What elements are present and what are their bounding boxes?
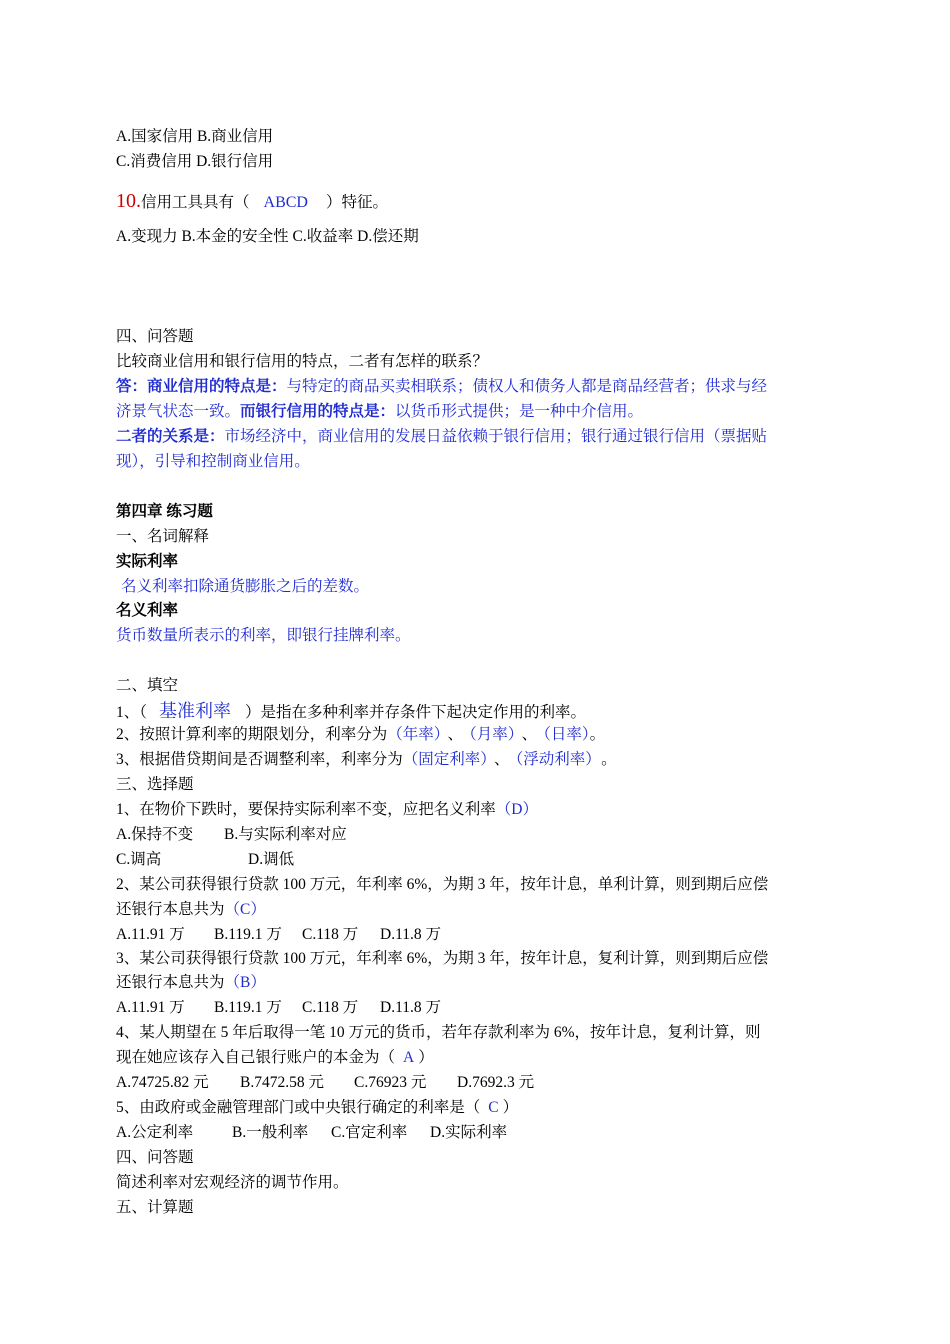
c5-option-b: B.一般利率 [232, 1124, 309, 1141]
c4-stem-line1: 4、某人期望在 5 年后取得一笔 10 万元的货币，若年存款利率为 6%，按年计息，复利计算，则 [116, 1024, 761, 1041]
fill3-sep: 、 [494, 751, 510, 768]
c4-answer: A [403, 1049, 415, 1066]
c3-option-c: C.118 万 [302, 999, 359, 1016]
c3-answer: （B） [224, 974, 266, 991]
ch4-choice-heading: 三、选择题 [116, 776, 194, 793]
ch4-qa-heading: 四、问答题 [116, 1149, 194, 1166]
ch4-qa-question: 简述利率对宏观经济的调节作用。 [116, 1174, 349, 1191]
c3-stem-line2 [116, 973, 266, 993]
c2-stem-line2-text: 还银行本息共为 [116, 901, 225, 918]
c4-stem-line2 [116, 1048, 434, 1068]
term-nominal-interest-rate-definition: 货币数量所表示的利率，即银行挂牌利率。 [116, 627, 411, 644]
fill2-prefix: 2、按照计算利率的期限划分，利率分为 [116, 726, 388, 743]
fill3-answer-floating: （浮动利率） [515, 751, 594, 768]
fill2-answer-year: （年率） [387, 726, 442, 743]
c2-option-a: A.11.91 万 [116, 926, 185, 943]
c5-stem-end: ） [502, 1099, 519, 1116]
fill1-answer: 基准利率 [159, 701, 232, 721]
fill2-end: 。 [589, 726, 606, 743]
ch3-qa-question: 比较商业信用和银行信用的特点，二者有怎样的联系？ [116, 353, 489, 370]
fill2-sep1: 、 [447, 726, 464, 743]
c4-option-d: D.7692.3 元 [457, 1074, 535, 1091]
c3-option-a: A.11.91 万 [116, 999, 185, 1016]
ch3-answer-line4: 现），引导和控制商业信用。 [116, 453, 310, 470]
q10-answer: ABCD [263, 194, 308, 211]
ch3-qa-heading: 四、问答题 [116, 328, 194, 345]
c1-option-c: C.调高 [116, 851, 162, 868]
c2-option-d: D.11.8 万 [380, 926, 441, 943]
c2-stem-line2 [116, 900, 266, 920]
c1-stem: 1、在物价下跌时，要保持实际利率不变，应把名义利率 [116, 801, 496, 818]
c3-option-d: D.11.8 万 [380, 999, 441, 1016]
c2-option-b: B.119.1 万 [214, 926, 282, 943]
fill3-answer-fixed: （固定利率） [402, 751, 489, 768]
c3-stem-line2-text: 还银行本息共为 [116, 974, 225, 991]
c4-stem-line2-text: 现在她应该存入自己银行账户的本金为（ [116, 1049, 396, 1066]
q10-stem [116, 188, 388, 216]
ch4-fill-heading: 二、填空 [116, 677, 179, 694]
c2-answer: （C） [224, 901, 266, 918]
ch3-answer-line2 [116, 402, 643, 422]
q9-options-line2: C.消费信用 D.银行信用 [116, 153, 274, 170]
answer-prefix: 答： [116, 378, 148, 395]
c5-answer: C [488, 1099, 499, 1116]
c4-option-c: C.76923 元 [354, 1074, 427, 1091]
c1-option-a: A.保持不变 [116, 826, 194, 843]
fill3-end: 。 [601, 751, 617, 768]
c4-option-b: B.7472.58 元 [240, 1074, 324, 1091]
c5-option-c: C.官定利率 [331, 1124, 408, 1141]
c3-option-b: B.119.1 万 [214, 999, 282, 1016]
q10-stem-before: 信用工具具有（ [141, 194, 250, 211]
c4-option-a: A.74725.82 元 [116, 1074, 209, 1091]
c4-stem-line2-end: ） [418, 1049, 434, 1066]
c1-option-d: D.调低 [248, 851, 295, 868]
ch4-title: 第四章 练习题 [116, 503, 213, 520]
c2-option-c: C.118 万 [302, 926, 359, 943]
q9-options-line1: A.国家信用 B.商业信用 [116, 128, 274, 145]
ch3-answer-line1 [116, 377, 767, 397]
text-commercial-credit-1: 与特定的商品买卖相联系；债权人和债务人都是商品经营者；供求与经 [286, 378, 768, 395]
label-commercial-credit: 商业信用的特点是： [147, 378, 287, 395]
fill2-answer-month: （月率） [469, 726, 516, 743]
fill2-sep2: 、 [521, 726, 538, 743]
c2-stem-line1: 2、某公司获得银行贷款 100 万元，年利率 6%，为期 3 年，按年计息，单利计算，则到期后应偿 [116, 876, 769, 893]
c5-option-d: D.实际利率 [430, 1124, 508, 1141]
ch4-terms-heading: 一、名词解释 [116, 528, 210, 545]
ch3-answer-line3 [116, 427, 767, 447]
fill-question-2 [116, 725, 605, 745]
q10-options: A.变现力 B.本金的安全性 C.收益率 D.偿还期 [116, 228, 419, 245]
c1-answer: （D） [495, 801, 538, 818]
fill-question-3 [116, 750, 617, 770]
fill3-prefix: 3、根据借贷期间是否调整利率，利率分为 [116, 751, 403, 768]
q10-stem-after: ）特征。 [325, 194, 388, 211]
label-relation: 二者的关系是： [116, 428, 225, 445]
c5-option-a: A.公定利率 [116, 1124, 194, 1141]
fill1-suffix: ）是指在多种利率并存条件下起决定作用的利率。 [245, 704, 587, 721]
term-nominal-interest-rate: 名义利率 [116, 602, 179, 619]
text-commercial-credit-2: 济景气状态一致。 [116, 403, 241, 420]
term-real-interest-rate-definition: 名义利率扣除通货膨胀之后的差数。 [121, 578, 370, 595]
c1-option-b: B.与实际利率对应 [224, 826, 347, 843]
choice-1-stem [116, 800, 538, 820]
q10-number: 10. [116, 190, 141, 212]
fill2-answer-day: （日率） [543, 726, 590, 743]
c5-stem-text: 5、由政府或金融管理部门或中央银行确定的利率是（ [116, 1099, 481, 1116]
text-relation-1: 市场经济中，商业信用的发展日益依赖于银行信用；银行通过银行信用（票据贴 [224, 428, 768, 445]
fill-question-1 [116, 700, 586, 724]
ch4-calc-heading: 五、计算题 [116, 1199, 194, 1216]
label-bank-credit: 而银行信用的特点是： [240, 403, 396, 420]
fill1-prefix: 1、（ [116, 704, 148, 721]
c3-stem-line1: 3、某公司获得银行贷款 100 万元，年利率 6%，为期 3 年，按年计息，复利计算，则到期后应偿 [116, 950, 769, 967]
c5-stem [116, 1098, 518, 1118]
term-real-interest-rate: 实际利率 [116, 553, 179, 570]
text-bank-credit: 以货币形式提供；是一种中介信用。 [395, 403, 644, 420]
